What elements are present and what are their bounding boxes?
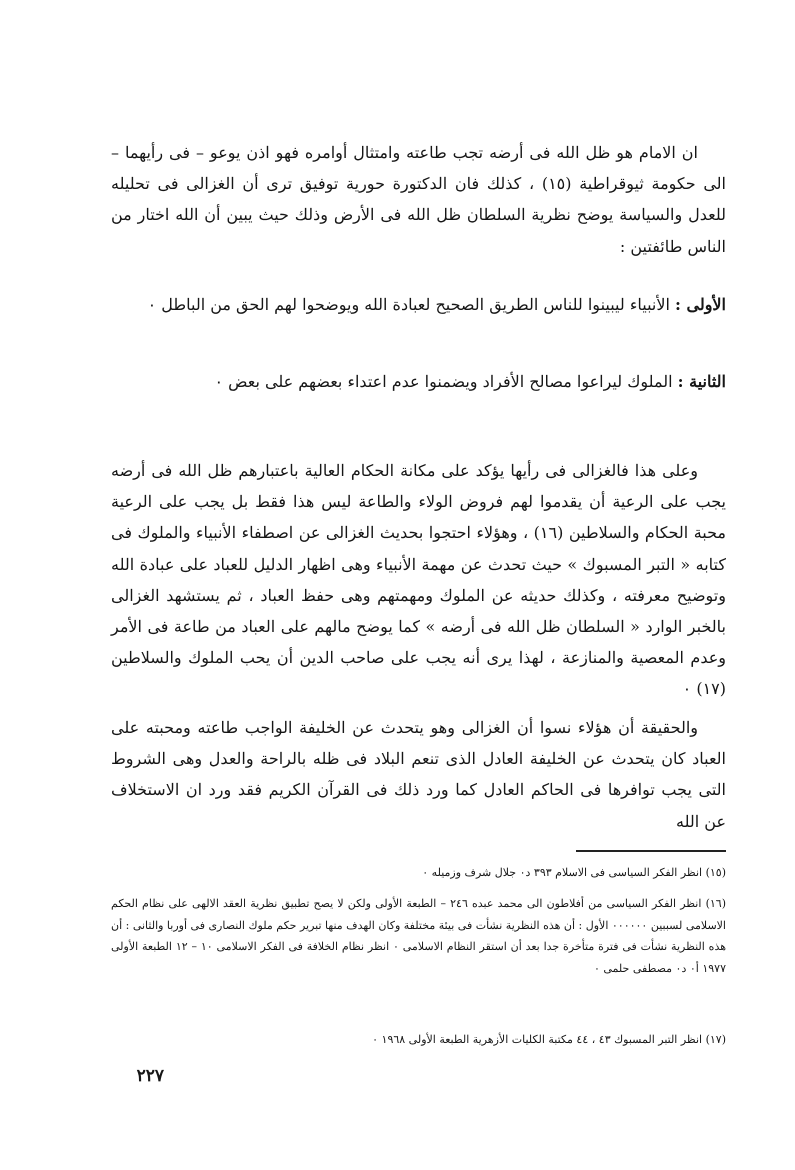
second-group-label: الثانية :: [677, 372, 726, 391]
body-text-block-5: [111, 712, 726, 837]
paragraph-5: والحقيقة أن هؤلاء نسوا أن الغزالى وهو يتحدث عن الخليفة الواجب طاعته ومحبته على العباد كان يتحدث عن الخليفة العادل الذى تنعم البلاد فى ظله بالراحة والعدل وهى الشروط التى يجب توافرها فى الحاكم العادل كما ورد ذلك فى القرآن الكريم فقد ورد ان الاستخلاف عن الله: [111, 718, 726, 831]
paragraph-first-group: [111, 289, 726, 320]
first-group-text: الأنبياء ليبينوا للناس الطريق الصحيح لعبادة الله ويوضحوا لهم الحق من الباطل ٠: [147, 295, 670, 314]
body-text-block-2: [111, 289, 726, 320]
body-text-block-4: [111, 455, 726, 705]
paragraph-1: ان الامام هو ظل الله فى أرضه تجب طاعته وامتثال أوامره فهو اذن يوعو – فى رأيهما – الى حكومة ثيوقراطية (١٥) ، كذلك فان الدكتورة حورية توفيق ترى أن الغزالى فى تحليله للعدل والسياسة يوضح نظرية السلطان ظل الله فى الأرض وذلك حيث يبين أن الله اختار من الناس طائفتين :: [111, 143, 727, 256]
paragraph-second-group: [111, 366, 726, 397]
first-group-label: الأولى :: [675, 295, 726, 314]
body-text-block-1: [111, 137, 726, 262]
body-text-block-3: [111, 366, 726, 397]
footnote-16-block: [111, 893, 726, 979]
footnote-separator: [576, 850, 726, 852]
second-group-text: الملوك ليراعوا مصالح الأفراد ويضمنوا عدم اعتداء بعضهم على بعض ٠: [214, 372, 673, 391]
footnote-17: (١٧) انظر التبر المسبوك ٤٣ ، ٤٤ مكتبة الكليات الأزهرية الطبعة الأولى ١٩٦٨ ٠: [372, 1033, 726, 1046]
footnote-15: (١٥) انظر الفكر السياسى فى الاسلام ٣٩٣ د٠ جلال شرف وزميله ٠: [422, 866, 726, 879]
footnote-17-block: [111, 1029, 726, 1051]
paragraph-4: وعلى هذا فالغزالى فى رأيها يؤكد على مكانة الحكام العالية باعتبارهم ظل الله فى أرضه يجب على الرعية أن يقدموا لهم فروض الولاء والطاعة ليس هذا فقط بل يجب على الرعية محبة الحكام والسلاطين (١٦) ، وهؤلاء احتجوا بحديث الغزالى عن اصطفاء الأنبياء والملوك فى كتابه « التبر المسبوك » حيث تحدث عن مهمة الأنبياء وهى اظهار الدليل للعباد على عبادة الله وتوضيح معرفته ، وكذلك حديثه عن الملوك ومهمتهم وهى حفظ العباد ، ثم يستشهد الغزالى بالخبر الوارد « السلطان ظل الله فى أرضه » كما يوضح مالهم على العباد من طاعة فى الأمر وعدم المعصية والمنازعة ، لهذا يرى أنه يجب على صاحب الدين أن يحب الملوك والسلاطين (١٧) ٠: [111, 461, 726, 699]
page-number: ٢٢٧: [136, 1066, 164, 1086]
footnote-16: (١٦) انظر الفكر السياسى من أفلاطون الى محمد عبده ٢٤٦ – الطبعة الأولى ولكن لا يصح تطبيق نظرية العقد الالهى على نظام الحكم الاسلامى لسببين ٠٠٠٠٠٠ الأول : أن هذه النظرية نشأت فى بيئة مختلفة وكان الهدف منها تبرير حكم ملوك النصارى فى أوربا والثانى : أن هذه النظرية نشأت فى فترة متأخرة جدا بعد أن استقر النظام الاسلامى ٠ انظر نظام الخلافة فى الفكر الاسلامى ١٠ – ١٢ الطبعة الأولى ١٩٧٧ أ٠ د٠ مصطفى حلمى ٠: [110, 897, 727, 975]
footnote-15-block: [111, 862, 726, 884]
